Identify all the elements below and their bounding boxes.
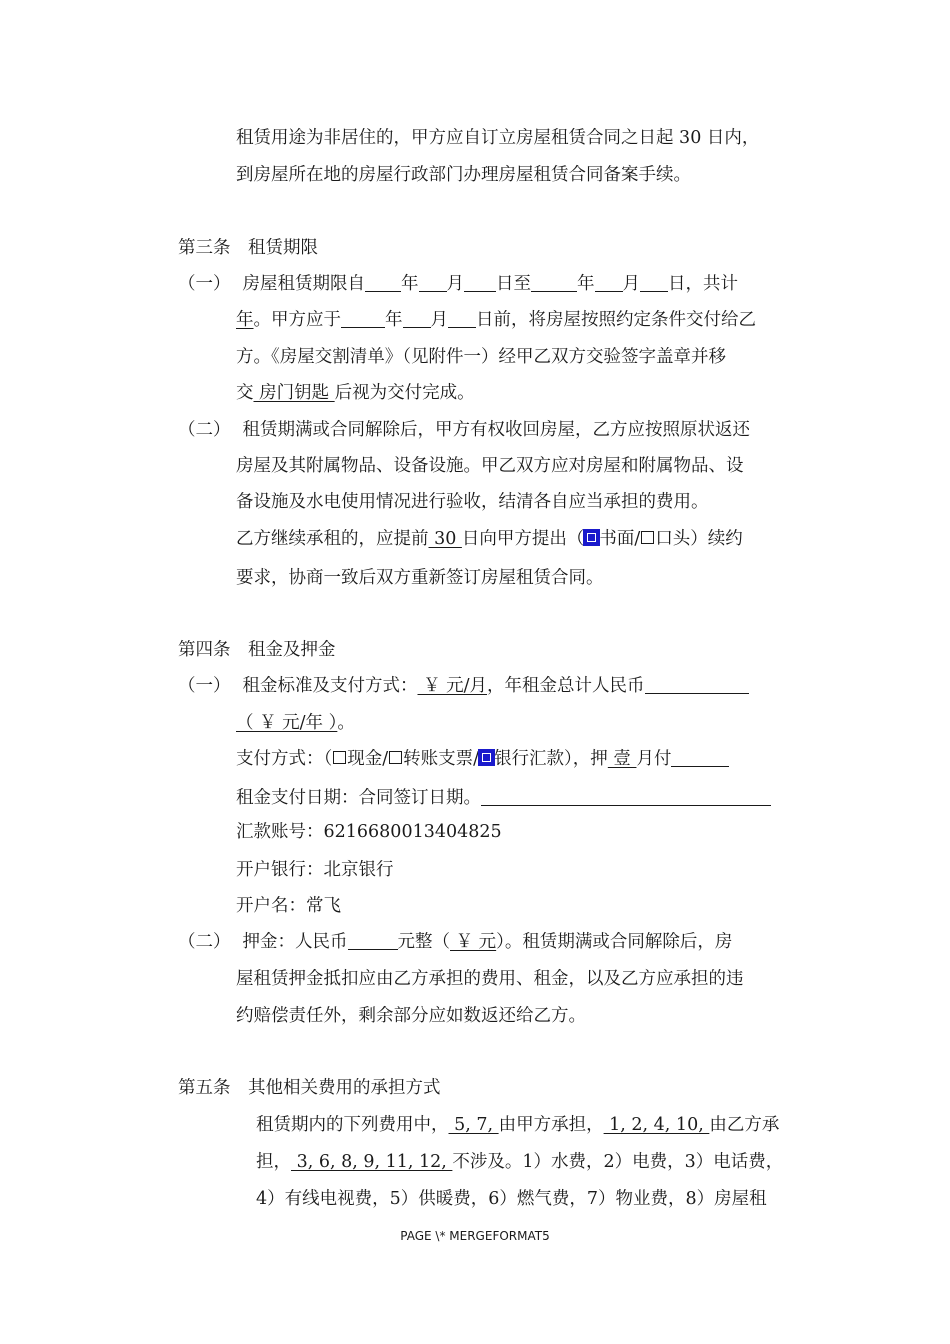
item-number: （一） bbox=[178, 676, 231, 696]
clause-line bbox=[236, 747, 729, 771]
checkbox-wire-checked[interactable] bbox=[480, 751, 493, 764]
clause-line bbox=[236, 786, 771, 810]
clause-text: 4）有线电视费，5）供暖费，6）燃气费，7）物业费，8）房屋租 bbox=[256, 1189, 767, 1209]
clause-text: 由乙方承 bbox=[709, 1115, 780, 1135]
checkbox-cash[interactable] bbox=[333, 751, 346, 764]
clause-line bbox=[236, 381, 475, 405]
item-number: （二） bbox=[178, 420, 231, 440]
clause-text: 方。《房屋交割清单》（见附件一）经甲乙双方交验签字盖章并移 bbox=[236, 347, 726, 367]
option-label: 现金/ bbox=[347, 749, 389, 769]
blank-field[interactable] bbox=[365, 273, 401, 292]
clause-text: 租金标准及支付方式： bbox=[242, 676, 418, 696]
clause-text: 月付 bbox=[636, 749, 672, 769]
clause-text: 后视为交付完成。 bbox=[334, 383, 475, 403]
clause-text: 房屋及其附属物品、设备设施。甲乙双方应对房屋和附属物品、设 bbox=[236, 456, 744, 476]
unit-text: 月 bbox=[430, 310, 448, 330]
unit-text: 至 bbox=[513, 274, 531, 294]
blank-field[interactable] bbox=[341, 309, 385, 328]
clause-text: 到房屋所在地的房屋行政部门办理房屋租赁合同备案手续。 bbox=[236, 165, 691, 185]
clause-line bbox=[236, 711, 355, 735]
blank-field[interactable] bbox=[671, 748, 729, 767]
clause-text: ）。租赁期满或合同解除后，房 bbox=[496, 932, 733, 952]
item-number: （二） bbox=[178, 932, 231, 952]
filled-field: 30 bbox=[428, 529, 462, 549]
section-heading: 第三条 租赁期限 bbox=[178, 238, 318, 258]
clause-text: 由甲方承担， bbox=[498, 1115, 604, 1135]
option-label: 转账支票/ bbox=[403, 749, 480, 769]
filled-field: 1, 2, 4, 10, bbox=[603, 1115, 710, 1135]
clause-line bbox=[256, 1150, 783, 1174]
blank-field[interactable] bbox=[640, 273, 668, 292]
checkbox-written-checked[interactable] bbox=[585, 531, 598, 544]
filled-field: ￥ 元 bbox=[450, 932, 497, 952]
account-holder: 开户名：常飞 bbox=[236, 896, 341, 916]
blank-field[interactable] bbox=[645, 675, 749, 694]
clause-text: 租赁期内的下列费用中， bbox=[256, 1115, 449, 1135]
unit-text: 日 bbox=[496, 274, 514, 294]
clause-text: 担， bbox=[256, 1152, 291, 1172]
clause-text: 租金支付日期：合同签订日期。 bbox=[236, 788, 481, 808]
clause-text: 租赁期满或合同解除后，甲方有权收回房屋，乙方应按照原状返还 bbox=[242, 420, 750, 440]
blank-field[interactable] bbox=[348, 931, 398, 950]
filled-field: ￥ 元/月 bbox=[417, 676, 488, 696]
clause-text: 支付方式：（ bbox=[236, 749, 333, 769]
option-label: 口头）续约 bbox=[655, 529, 743, 549]
blank-field[interactable] bbox=[531, 273, 577, 292]
option-label: 书面/ bbox=[599, 529, 641, 549]
filled-field: 5, 7, bbox=[448, 1115, 499, 1135]
unit-text: 年 bbox=[577, 274, 595, 294]
filled-field: 壹 bbox=[607, 749, 637, 769]
blank-field[interactable] bbox=[595, 273, 623, 292]
blank-field[interactable] bbox=[464, 273, 496, 292]
clause-text: 交 bbox=[236, 383, 254, 403]
unit-text: 年 bbox=[401, 274, 419, 294]
clause-text: 日，共计 bbox=[668, 274, 738, 294]
clause-text: 押金：人民币 bbox=[242, 932, 348, 952]
clause-line bbox=[256, 1113, 779, 1137]
blank-field[interactable] bbox=[403, 309, 431, 328]
filled-field: （ ￥ 元/年 ） bbox=[236, 713, 338, 733]
item-number: （一） bbox=[178, 274, 231, 294]
clause-line bbox=[178, 418, 750, 442]
clause-text: 元整（ bbox=[397, 932, 450, 952]
clause-text: 备设施及水电使用情况进行验收，结清各自应当承担的费用。 bbox=[236, 492, 709, 512]
clause-text: 屋租赁押金抵扣应由乙方承担的费用、租金，以及乙方应承担的违 bbox=[236, 969, 744, 989]
clause-text: 乙方继续承租的，应提前 bbox=[236, 529, 429, 549]
clause-text: 房屋租赁期限自 bbox=[242, 274, 365, 294]
clause-line bbox=[178, 272, 738, 296]
clause-line bbox=[178, 930, 732, 954]
blank-field[interactable] bbox=[448, 309, 476, 328]
checkbox-check[interactable] bbox=[389, 751, 402, 764]
clause-line bbox=[236, 308, 756, 332]
clause-text: 。甲方应于 bbox=[253, 310, 341, 330]
clause-text: 不涉及。1）水费，2）电费，3）电话费， bbox=[452, 1152, 784, 1172]
section-heading: 第四条 租金及押金 bbox=[178, 640, 336, 660]
unit-text: 年 bbox=[385, 310, 403, 330]
unit-text: 月 bbox=[622, 274, 640, 294]
blank-field[interactable] bbox=[419, 273, 447, 292]
clause-text: 要求，协商一致后双方重新签订房屋租赁合同。 bbox=[236, 568, 604, 588]
checkbox-oral[interactable] bbox=[641, 531, 654, 544]
page-footer: PAGE \* MERGEFORMAT5 bbox=[400, 1229, 550, 1243]
section-heading: 第五条 其他相关费用的承担方式 bbox=[178, 1078, 441, 1098]
bank-name: 开户银行：北京银行 bbox=[236, 860, 394, 880]
unit-text: 月 bbox=[446, 274, 464, 294]
account-number: 汇款账号：6216680013404825 bbox=[236, 822, 502, 842]
clause-text: ，年租金总计人民币 bbox=[487, 676, 645, 696]
filled-field: 3, 6, 8, 9, 11, 12, bbox=[291, 1152, 453, 1172]
clause-text: 租赁用途为非居住的，甲方应自订立房屋租赁合同之日起 30 日内， bbox=[236, 128, 760, 148]
clause-text: 。 bbox=[337, 713, 355, 733]
clause-line bbox=[178, 674, 749, 698]
filled-field: 年 bbox=[236, 310, 254, 330]
option-label: 银行汇款），押 bbox=[494, 749, 608, 769]
filled-field: 房门钥匙 bbox=[253, 383, 335, 403]
clause-text: 约赔偿责任外，剩余部分应如数返还给乙方。 bbox=[236, 1006, 586, 1026]
clause-text: 日向甲方提出（ bbox=[461, 529, 585, 549]
clause-text: 日前，将房屋按照约定条件交付给乙 bbox=[476, 310, 756, 330]
blank-field[interactable] bbox=[481, 787, 771, 806]
clause-line bbox=[236, 527, 743, 551]
